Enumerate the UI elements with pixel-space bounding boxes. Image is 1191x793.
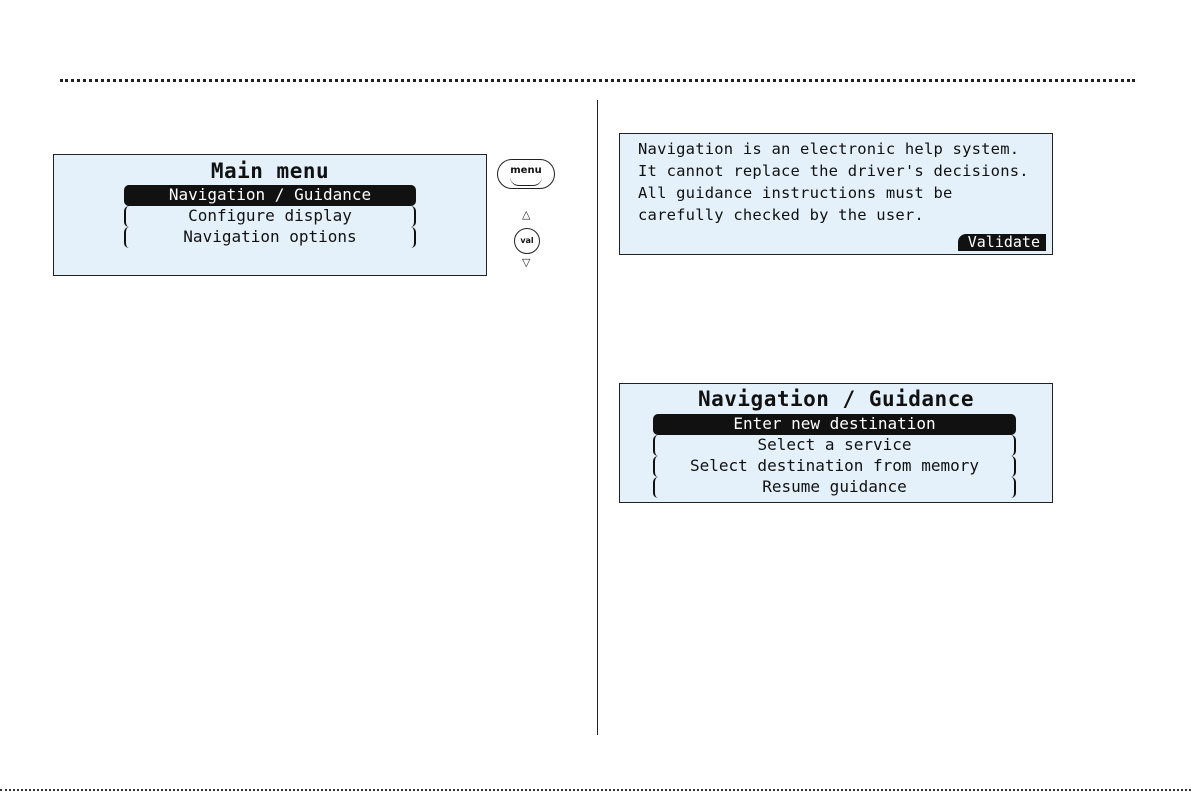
main-menu-screen [53,154,487,276]
warning-line-4: carefully checked by the user. [638,206,924,224]
val-button-label: val [520,236,534,245]
menu-button-arc-icon [510,177,542,186]
warning-line-2: It cannot replace the driver's decisions. [638,162,1029,180]
menu-button[interactable] [497,159,555,189]
navigation-guidance-title: Navigation / Guidance [697,387,974,411]
top-dotted-rule [60,79,1135,82]
warning-line-1: Navigation is an electronic help system. [638,140,1020,158]
main-menu-item-navigation-guidance[interactable]: Navigation / Guidance [124,185,416,206]
main-menu-item-navigation-options[interactable]: Navigation options [124,227,416,248]
nav-menu-item-resume-guidance[interactable]: Resume guidance [653,477,1016,498]
page-divider [597,100,598,735]
nav-menu-item-select-a-service[interactable]: Select a service [653,435,1016,456]
validate-button[interactable]: Validate [958,234,1046,251]
bottom-dotted-rule [0,789,1191,791]
nav-menu-item-select-destination-from-memory[interactable]: Select destination from memory [653,456,1016,477]
main-menu-item-configure-display[interactable]: Configure display [124,206,416,227]
warning-screen [619,133,1053,255]
up-arrow-icon[interactable]: △ [522,208,531,221]
main-menu-title: Main menu [210,159,330,183]
warning-line-3: All guidance instructions must be [638,184,953,202]
down-arrow-icon[interactable]: ▽ [522,256,531,269]
val-button[interactable] [514,228,540,254]
navigation-guidance-screen [619,383,1053,503]
menu-button-label: menu [510,165,542,176]
nav-menu-item-enter-new-destination[interactable]: Enter new destination [653,414,1016,435]
